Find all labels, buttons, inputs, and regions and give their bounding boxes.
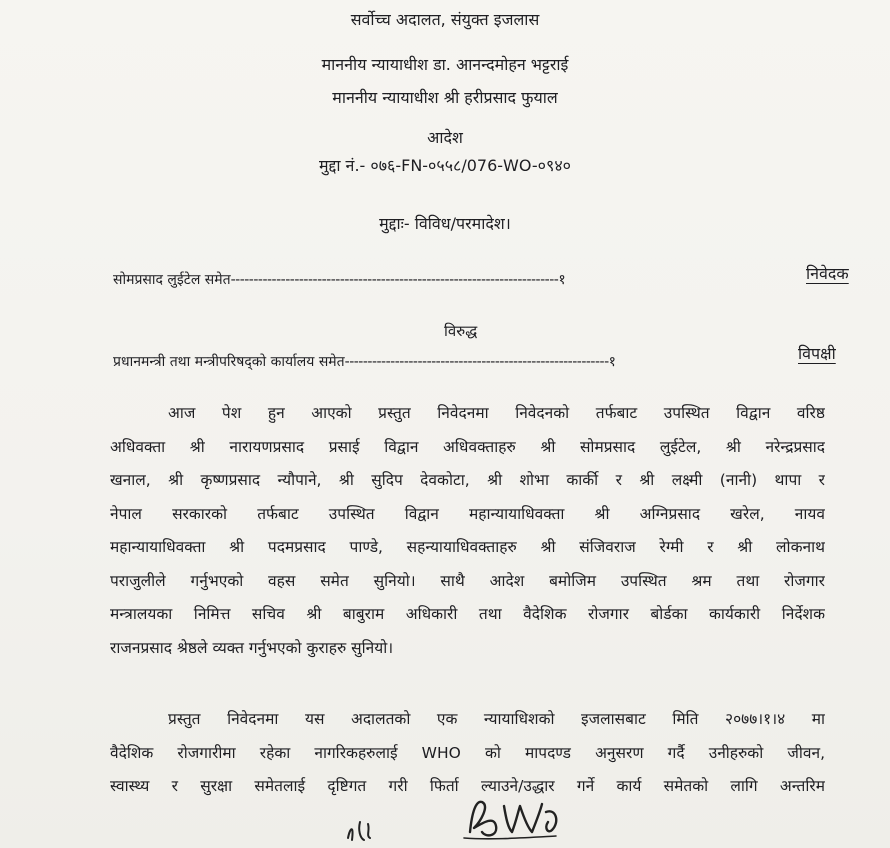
paragraph-line: पराजुलीले गर्नुभएको वहस समेत सुनियो। साथै आदेश बमोजिम उपस्थित श्रम तथा रोजगार: [110, 571, 825, 590]
paragraph-line: खनाल, श्री कृष्णप्रसाद न्यौपाने, श्री सुदिप देवकोटा, श्री शोभा कार्की र श्री लक्ष्मी (नानी) थापा र: [110, 471, 825, 489]
body-paragraph-2: [110, 703, 825, 804]
respondent-role: विपक्षी: [798, 344, 836, 363]
paragraph-line: प्रस्तुत निवेदनमा यस अदालतको एक न्यायाधिशको इजलासबाट मिति २०७७।१।४ मा: [168, 710, 825, 728]
body-paragraph-1: [110, 397, 825, 665]
case-number: मुद्दा नं.- ०७६-FN-०५५८/076-WO-०९४०: [319, 156, 571, 175]
court-heading: सर्वोच्च अदालत, संयुक्त इजलास: [350, 10, 540, 29]
petitioner-line: [113, 270, 566, 289]
petitioner-count: १: [558, 272, 566, 288]
respondent-count: १: [608, 354, 616, 370]
initials-mark: [340, 810, 400, 848]
paragraph-line: स्वास्थ्य र सुरक्षा समेतलाई दृष्टिगत गरी फिर्ता ल्याउने/उद्धार गर्ने कार्य समेतको लागि अन्तरिम: [110, 777, 825, 795]
petitioner-dashes: ------------------------------------------------------------------------: [230, 272, 559, 288]
respondent-line: [113, 352, 616, 371]
petitioner-role: निवेदक: [806, 264, 849, 283]
judge-name-1: माननीय न्यायाधीश डा. आनन्दमोहन भट्टराई: [321, 55, 569, 74]
document-type: आदेश: [427, 128, 463, 147]
versus-label: विरुद्ध: [444, 322, 478, 340]
respondent-dashes: ----------------------------------------------------------: [344, 354, 609, 370]
paragraph-line: अधिवक्ता श्री नारायणप्रसाद प्रसाई विद्वान अधिवक्ताहरु श्री सोमप्रसाद लुईटेल, श्री नरेन्द्रप्रसाद: [110, 437, 825, 456]
paragraph-line: वैदेशिक रोजगारीमा रहेका नागरिकहरुलाई WHO को मापदण्ड अनुसरण गर्दै उनीहरुको जीवन,: [110, 743, 825, 762]
judge-name-2: माननीय न्यायाधीश श्री हरीप्रसाद फुयाल: [332, 88, 558, 107]
paragraph-line: नेपाल सरकारको तर्फबाट उपस्थित विद्वान महान्यायाधिवक्ता श्री अग्निप्रसाद खरेल, नायव: [110, 504, 825, 523]
petitioner-name: सोमप्रसाद लुईटेल समेत: [113, 272, 231, 288]
paragraph-line: महान्यायाधिवक्ता श्री पदमप्रसाद पाण्डे, सहन्यायाधिवक्ताहरु श्री संजिवराज रेग्मी र श्री लोकनाथ: [110, 538, 825, 556]
signature-mark: [460, 792, 570, 846]
case-subject: मुद्दाः- विविध/परमादेश।: [379, 214, 511, 233]
paragraph-line: राजनप्रसाद श्रेष्ठले व्यक्त गर्नुभएको कुराहरु सुनियो।: [110, 638, 394, 657]
paragraph-line: आज पेश हुन आएको प्रस्तुत निवेदनमा निवेदनको तर्फबाट उपस्थित विद्वान वरिष्ठ: [168, 404, 825, 422]
paragraph-line: मन्त्रालयका निमित्त सचिव श्री बाबुराम अधिकारी तथा वैदेशिक रोजगार बोर्डका कार्यकारी निर्देशक: [110, 605, 825, 623]
respondent-name: प्रधानमन्त्री तथा मन्त्रीपरिषद्को कार्यालय समेत: [113, 354, 345, 370]
